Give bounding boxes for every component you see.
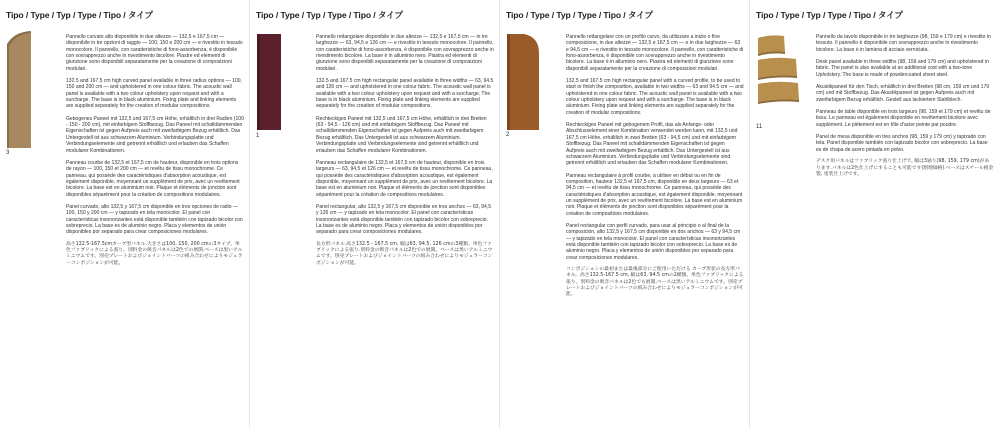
catalog-page-curved-profile-panel [500,0,750,428]
page-title: Tipo / Type / Typ / Type / Tipo / タイプ [506,10,653,20]
description-ja: コンポジションの最初または最後部分にご使用いただける カーブ形状の長方形パネル。高さ132.5-167.5 cm, 幅は63, 94.5 cmの2種類。単色ファブリックによる張り。別料金の吸音パネルは2色でも展開,ベースは黒いアルミニウムです。別売プレートおよびジョイントパーツの組み合わせによりモジュラーコンポジションが可能。 [566,267,744,298]
description-it: Pannello curvato alto disponibile in due altezze — 132,5 e 167,5 cm — disponibile in tre opzioni di raggio — 100, 150 e 200 cm — e rivestito in tessuto monocolore. Il pannello, con caratteristiche di fono-assorbenza, è disponibile con sovrapprezzo anche in rivestimento bicolore. Piastre ed elementi di giunzione sono disponibili separatamente per la creazione di composizioni modulari. [66,34,243,72]
product-description [566,34,744,305]
page-title: Tipo / Type / Typ / Type / Tipo / タイプ [256,10,403,20]
description-fr: Panneau rectangulaire à profil courbe, à utiliser en début ou en fin de composition, hauteur 132,5 et 167,5 cm, disponible en deux largeurs — 63 et 94,5 cm — et revêtu de tissu monochrome. Ce panneau, qui possède des caractéristiques d'absorption acoustique, est également disponible, moyennant un supplément de prix, avec un revêtement bicolore. La base est en aluminium noir. Plaque et éléments de jonction sont disponibles séparément pour la création de compositions modulaires. [566,172,743,217]
page-title: Tipo / Type / Typ / Type / Tipo / タイプ [756,10,903,20]
description-de: Rechteckiges Paneel mit 132,5 und 167,5 cm Höhe, erhältlich in drei Breiten (63 - 94,5 - 126 cm) und mit einfarbigem Stoffbezug. Das Paneel mit schalldämmenden Eigenschaften ist gegen Aufpreis auch mit zweifarbigem Bezug erhältlich. Das Untergestell ist aus schwarzem Aluminium. Verbindungsplatte und Verbindungselemente sind getrennt erhältlich und erlauben das Schaffen modularer Kombinationen. [316,115,487,154]
desk-panel-image [756,34,800,120]
product-number: 3 [6,150,10,156]
description-ja: デスク用パネルはファブリック張り仕上げで, 幅は3通り(98, 159, 179 cm)があります.パネルは2色仕上げにすることも可能です(割増価格).ベースはスチール板金製, 塗装仕上げです。 [816,159,994,177]
description-fr: Panneau de table disponible en trois largeurs (98, 159 et 179 cm) et revêtu de tissu. Le panneau est également disponible en revêtement bicolore avec supplément. Le piètement est en tôle d'acier peinte par poudre. [816,109,991,128]
description-it: Pannello rettangolare con un profilo curvo, da utilizzare a inizio o fine composizione, in due altezze — 132,5 e 167,5 cm — e in due larghezze — 63 e 94,5 cm — e rivestito in tessuto monocolore. Il pannello, con caratteristiche di fono-assorbenza, è disponibile con sovrapprezzo anche in rivestimento bicolore. La base è in alluminio nero. Piastra ed elementi di giunzione sono disponibili separatamente per la creazione di composizioni modulari. [566,34,744,72]
product-description [66,34,244,273]
curved-panel-image [6,30,32,148]
product-number: 2 [506,132,510,138]
curved-profile-panel-image [506,33,540,130]
description-en: 132.5 and 167.5 cm high rectangular panel with a curved profile, to be used to start or finish the composition, available in two widths — 63 and 94.5 cm — and upholstered in one colour fabric. The acoustic wall panel is available with a two colour upholstery upon request and with a surcharge. The base is in black aluminium. Fixing plate and linking elements are supplied separately for the creation of modular compositions. [566,78,744,116]
description-ja: 高さ132.5-167.5cmカーブ型パネル.大きさは100, 150, 200 cmの3タイプ。単色ファブリックによる張り。別料金の吸音パネルは2色での展開.ベースは黒いアルミニウムです。別売プレートおよびジョイントパーツの組み合わせによりモジュラーコンポジションが可能。 [66,241,243,266]
description-it: Pannello rettangolare disponibile in due altezze — 132,5 e 167,5 cm — in tre larghezze — 63, 94,5 e 126 cm — e rivestito in tessuto monocolore. Il pannello, con caratteristiche di fono-assorbenza, è disponibile con sovrapprezzo anche in rivestimento bicolore. La base è in alluminio nero. Piastra ed elementi di giunzione sono disponibili separatamente per la creazione di composizioni modulari. [316,34,494,72]
catalog-page-desk-panel [750,0,1000,428]
description-fr: Panneau rectangulaire de 132,5 et 167,5 cm de hauteur, disponible en trois largeurs — 63, 94,5 et 126 cm — et revêtu de tissu monochrome. Ce panneau, qui possède des caractéristiques d'absorption acoustique, est également disponible, moyennant un supplément de prix, avec un revêtement bicolore. La base est en aluminium noir. Plaque et éléments de jonction sont disponibles séparément pour la création de compositions modulaires. [316,159,493,198]
product-number: 1 [256,133,260,139]
description-es: Panel curvado, alto 132,5 y 167,5 cm disponible en tres opciones de radio — 100, 150 y 200 cm — y tapizado en tela monocolor. El panel con características insonorizantes está disponible también con tapizado bicolor con sobreprecio. La base es de aluminio negro. Placa y elementos de unión disponibles por separado para crear composiciones modulares. [66,203,243,236]
page-title: Tipo / Type / Typ / Type / Tipo / タイプ [6,10,153,20]
description-es: Panel rectangular con perfil curvado, para usar al principio o al final de la composición, alto 132,5 y 167,5 cm disponible en dos anchos — 63 y 94,5 cm — y tapizado en tela monocolor. El panel con características insonorizantes está disponible también con tapizado bicolor con sobreprecio. La base es de aluminio negro. Placa y elementos de unión disponibles por separado para crear composiciones modulares. [566,222,741,261]
description-es: Panel de mesa disponible en tres anchos (98, 159 y 179 cm) y tapizado con tela. Panel disponible también con tapizado bicolor con sobreprecio. La base es de chapa de acero pintada en polvo. [816,134,988,153]
description-de: Rechteckiges Paneel mit gebogenem Profil, das als Anfangs- oder Abschlusselement einer Kombination verwendet werden kann, mit 132,5 und 167,5 cm Höhe, erhältlich in zwei Breiten (63 - 94,5 cm) und mit einfarbigem Stoffbezug. Das Paneel mit schalldämmenden Eigenschaften ist gegen Aufpreis auch mit zweifarbigem Bezug erhältlich. Das Untergestell ist aus schwarzem Aluminium. Verbindungsplatte und Verbindungselemente sind getrennt erhältlich und erlauben das Schaffen modularer Kombinationen. [566,122,738,167]
description-it: Pannello da tavolo disponibile in tre larghezze (98, 159 e 179 cm) e rivestito in tessuto. Il pannello è disponibile con sovrapprezzo anche in rivestimento bicolore. La base è in lamiera di acciaio verniciata. [816,34,991,53]
description-ja: 長方形パネル.高さ132.5 - 167.5 cm, 幅は63, 94.5, 126 cmの3種類。単色ファブリックによる張り.別料金の吸音パネルは2色での展開。ベースは黒いアルミニウムです。別売プレートおよびジョイントパーツの組み合わせによりモジュラーコンポジションが可能。 [316,241,493,266]
description-es: Panel rectangular, alto 132,5 y 167,5 cm disponible en tres anchos — 63, 94,5 y 126 cm — y tapizado en tela monocolor. El panel con características insonorizantes está disponible también con tapizado bicolor con sobreprecio. La base es de aluminio negro. Placa y elementos de unión disponibles por separado para crear composiciones modulares. [316,203,492,236]
catalog-page-curved-panel [0,0,250,428]
product-number: 11 [756,124,763,130]
description-fr: Panneau courbe de 132,5 et 167,5 cm de hauteur, disponible en trois options de rayon — 100, 150 et 200 cm — et revêtu de tissu monochrome. Ce panneau, qui possède des caractéristiques d'absorption acoustique, est également disponible, moyennant un supplément de prix, avec un revêtement bicolore. La base est en aluminium noir. Plaque et éléments de jonction sont disponibles séparément pour la création de compositions modulaires. [66,159,240,198]
description-de: Gebogenes Paneel mit 132,5 und 167,5 cm Höhe, erhältlich in drei Radien (100 - 150 - 200 cm), mit einfarbigem Stoffbezug. Das Paneel mit schalldämmenden Eigenschaften ist gegen Aufpreis auch mit zweifarbigem Bezug erhältlich. Das Untergestell ist aus schwarzem Aluminium. Verbindungsplatte und Verbindungselemente sind getrennt erhältlich und erlauben das Schaffen modularer Kombinationen. [66,115,244,154]
product-description [316,34,494,273]
description-en: 132.5 and 167.5 cm high rectangular panel available in three widths — 63, 94.5 and 126 cm — and upholstered in one colour fabric. The acoustic wall panel is available with a two colour upholstery upon request and with a surcharge. The base is in black aluminium. Fixing plate and linking elements are supplied separately for the creation of modular compositions. [316,78,494,110]
catalog-page-rectangular-panel [250,0,500,428]
description-en: 132.5 and 167.5 cm high curved panel available in three radius options — 100, 150 and 200 cm — and upholstered in one colour fabric. The acoustic wall panel is available with a two colour upholstery upon request and with a surcharge. The base is in black aluminium. Fixing plate and linking elements are supplied separately for the creation of modular compositions. [66,78,242,110]
product-description [816,34,994,184]
rectangular-panel-image [256,34,282,130]
description-de: Akustikpaneel für den Tisch, erhältlich in drei Breiten (98 cm, 159 cm und 179 cm) und mit Stoffbezug. Das Akustikpaneel ist gegen Aufpreis auch mit zweifarbigem Bezug erhältlich. Gestell aus lackiertem Stahlblech. [816,84,990,103]
description-en: Desk panel available in three widths (98, 159 and 179 cm) and upholstered in fabric. The panel is also available at an additional cost with a two-tone Upholstery. The base is made of powdercoated sheet steel. [816,59,989,78]
